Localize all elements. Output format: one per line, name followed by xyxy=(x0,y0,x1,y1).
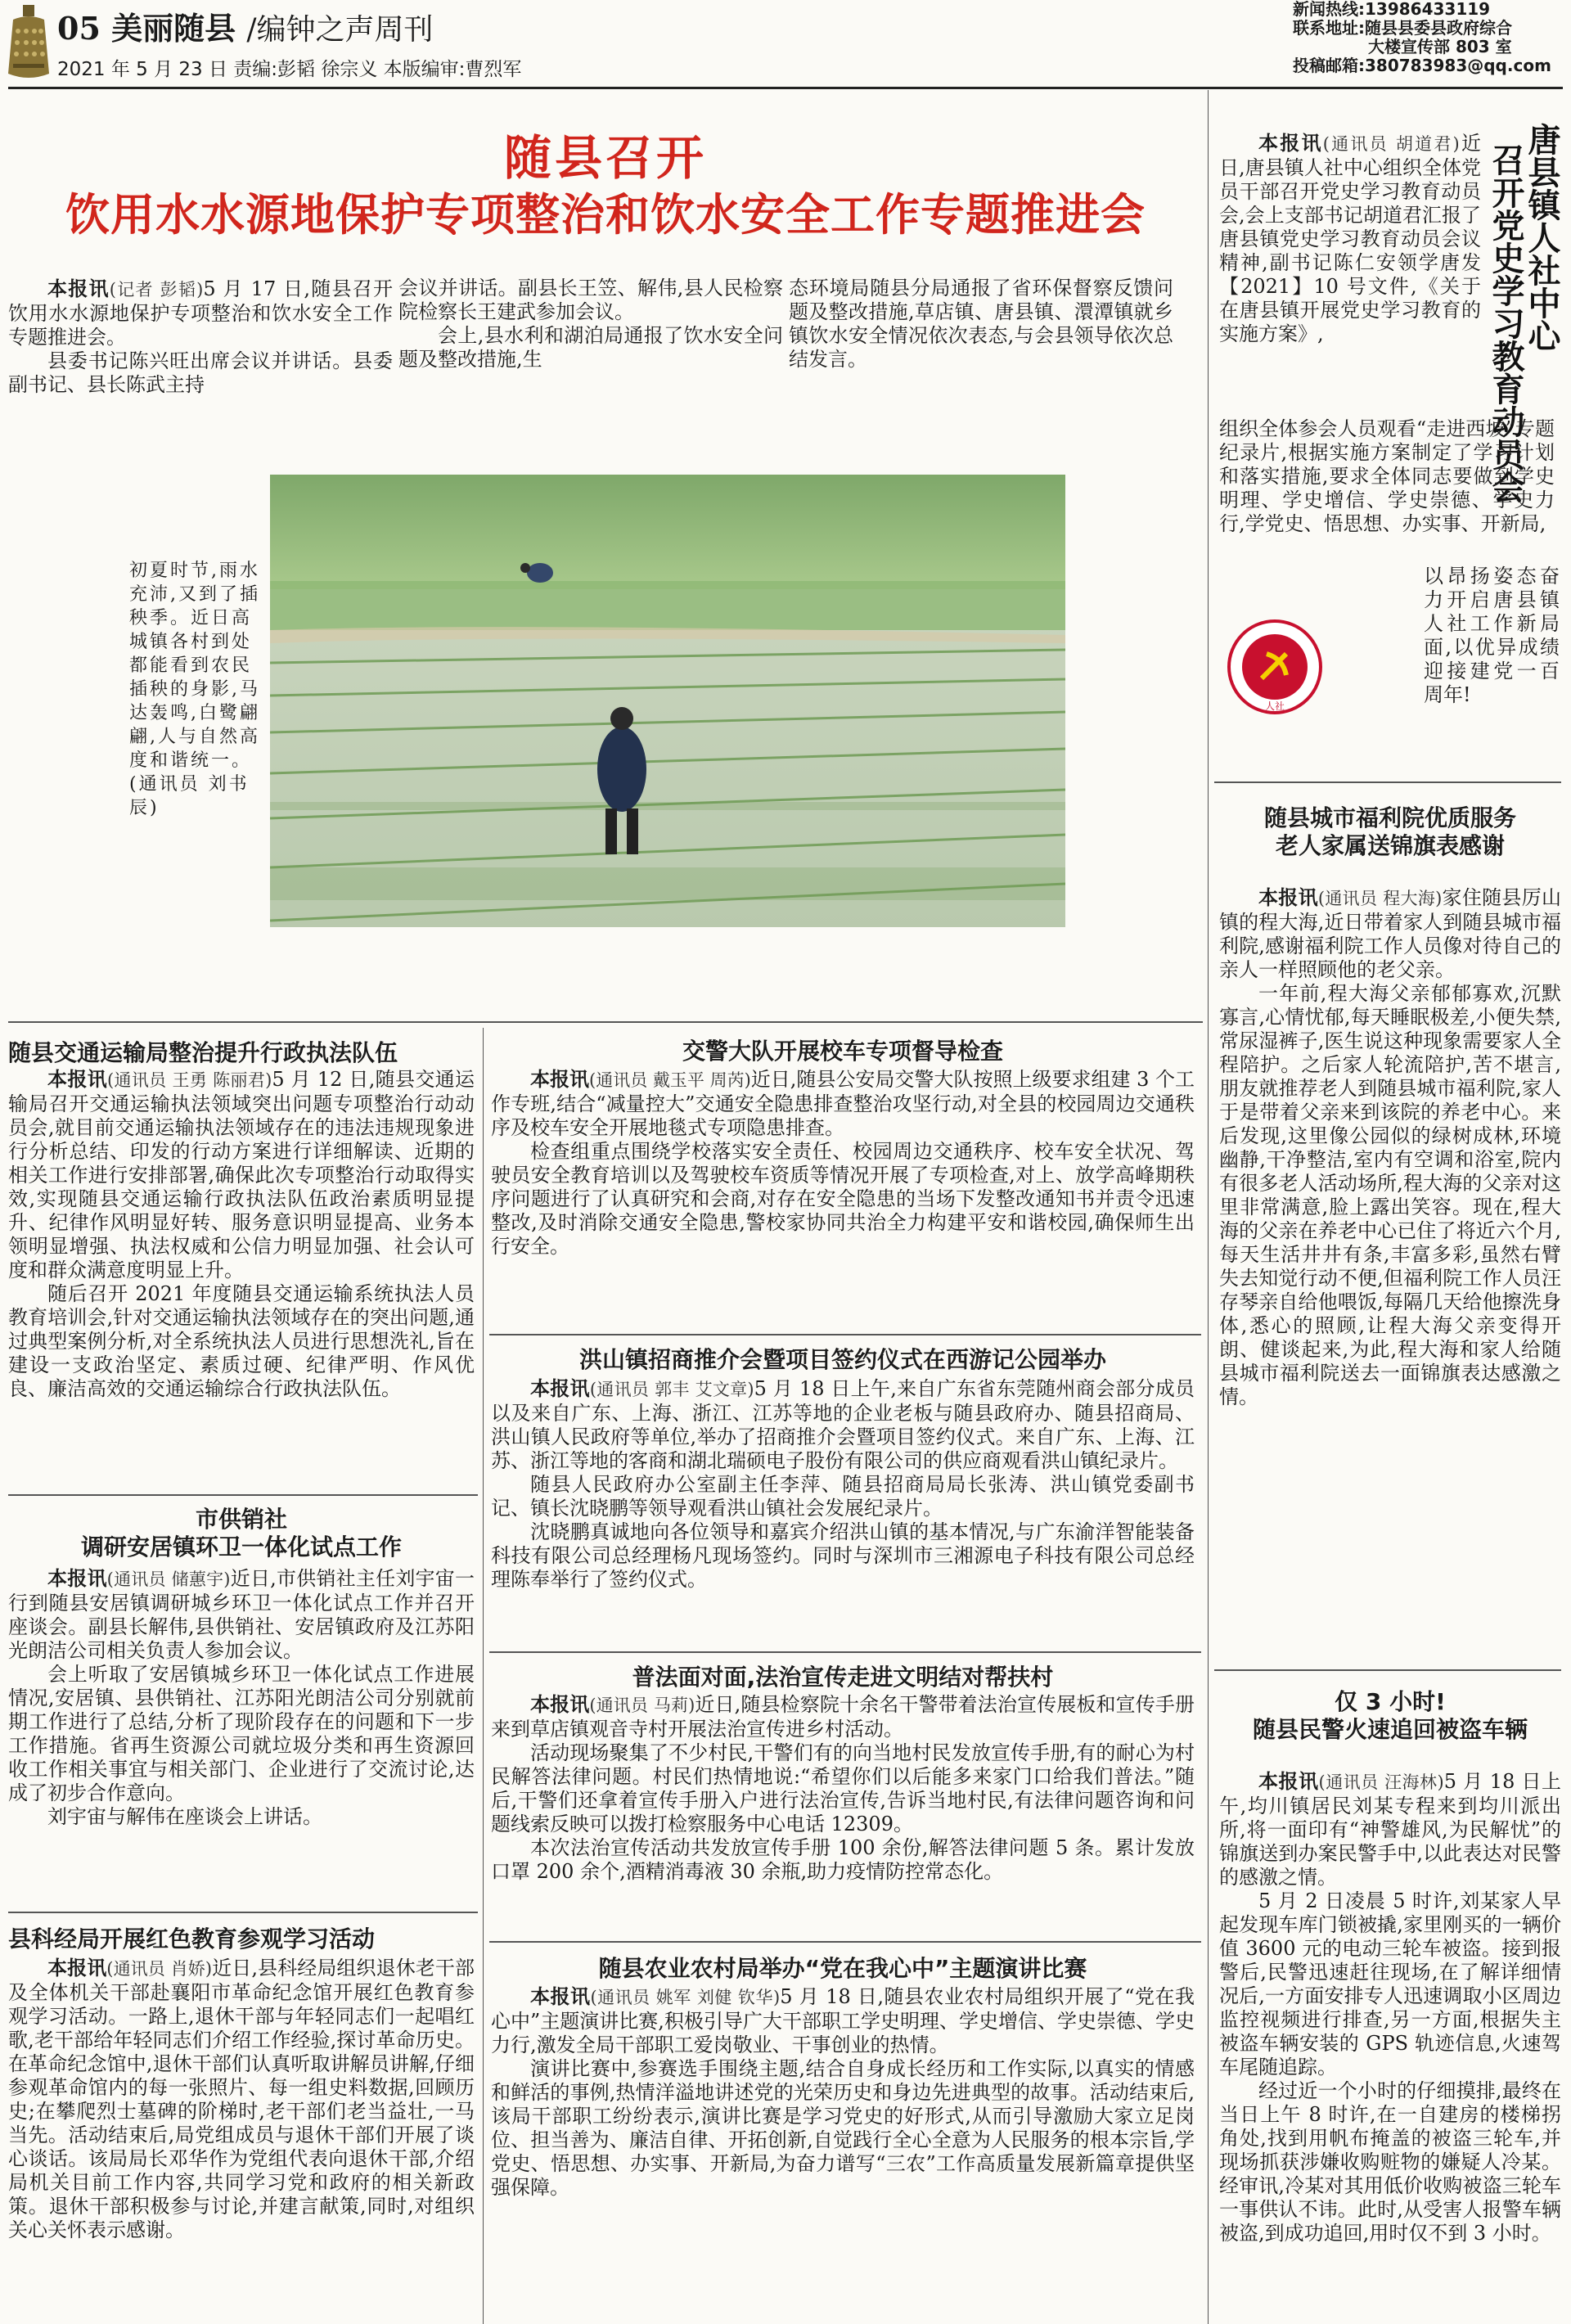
story-headline: 洪山镇招商推介会暨项目签约仪式在西游记公园举办 xyxy=(578,1346,1106,1373)
story-text xyxy=(491,1067,1195,1259)
section-rule xyxy=(8,1494,478,1496)
vertical-headline-line-1: 唐县镇人社中心 xyxy=(1523,123,1560,352)
headline-line-1: 仅 3 小时! xyxy=(1335,1688,1446,1715)
paragraph: 态环境局随县分局通报了省环保督察反馈问题及整改措施,草店镇、唐县镇、澴潭镇就乡镇饮水安全情况依次表态,与会县领导依次总结发言。 xyxy=(789,277,1173,371)
lead-marker: 本报讯 xyxy=(530,1067,590,1091)
paragraph: 5 月 12 日,随县交通运输局召开交通运输执法领域突出问题专项整治行动动员会,就目前交通运输执法领域存在的违法违规现象进行分析总结、印发的行动方案进行详细解读、近期的相关工作进行安排部署,确保此次专项整治行动取得实效,实现随县交通运输行政执法队伍政治素质明显提升、纪律作风明显好转、服务意识明显提高、业务本领明显增强、执法权威和公信力明显加强、社会认可度和群众满意度明显上升。 xyxy=(8,1068,475,1281)
byline: (通讯员 汪海林) xyxy=(1318,1772,1444,1792)
story-headline: 随县交通运输局整治提升行政执法队伍 xyxy=(8,1039,398,1066)
lead-story-column-2 xyxy=(398,277,783,372)
paragraph: 经过近一个小时的仔细摸排,最终在当日上午 8 时许,在一自建房的楼梯拐角处,找到用帆布掩盖的被盗三轮车,并现场抓获涉嫌收购赃物的嫌疑人冷某。经审讯,冷某对其用低价收购被盗三轮车一事供认不讳。此时,从受害人报警车辆被盗,到成功追回,用时仅不到 3 小时。 xyxy=(1219,2079,1561,2245)
lead-headline xyxy=(8,129,1203,244)
paragraph: 随县人民政府办公室副主任李萍、随县招商局局长张涛、洪山镇党委副书记、镇长沈晓鹏等领导观看洪山镇社会发展纪录片。 xyxy=(491,1473,1195,1520)
section-rule xyxy=(489,1941,1201,1943)
headline-line-2: 老人家属送锦旗表感谢 xyxy=(1275,832,1505,859)
lead-marker: 本报讯 xyxy=(47,1956,107,1979)
byline: (通讯员 储蕙宇) xyxy=(106,1570,231,1589)
paragraph: 近日,县科经局组织退休老干部及全体机关干部赴襄阳市革命纪念馆开展红色教育参观学习活动。一路上,退休干部与年轻同志们一起唱红歌,老干部给年轻同志们介绍工作经验,探讨革命历史。在革命纪念馆中,退休干部们认真听取讲解员讲解,仔细参观革命馆内的每一张照片、每一组史料数据,回顾历史;在攀爬烈士墓碑的阶梯时,老干部们老当益壮,一马当先。活动结束后,局党组成员与退休干部们开展了谈心谈话。该局局长邓华作为党组代表向退休干部,介绍局机关目前工作内容,共同学习党和政府的相关新政策。退休干部积极参与讨论,并建言献策,同时,对组织关心关怀表示感谢。 xyxy=(8,1957,475,2241)
paragraph: 随后召开 2021 年度随县交通运输系统执法人员教育培训会,针对交通运输执法领域存在的突出问题,通过典型案例分析,对全系统执法人员进行思想洗礼,旨在建设一支政治坚定、素质过硬、纪律严明、作风优良、廉洁高效的交通运输综合行政执法队伍。 xyxy=(8,1282,475,1400)
section-rule xyxy=(489,1651,1201,1653)
lead-marker: 本报讯 xyxy=(47,277,110,300)
story-text xyxy=(491,1984,1195,2200)
paragraph: 近日,随县检察院十余名干警带着法治宣传展板和宣传手册来到草店镇观音寺村开展法治宣传进乡村活动。 xyxy=(491,1693,1195,1741)
byline: (通讯员 肖娇) xyxy=(106,1959,213,1979)
section-rule xyxy=(489,1334,1201,1335)
lead-story-column-1 xyxy=(8,277,393,397)
lead-headline-line-2: 饮用水水源地保护专项整治和饮水安全工作专题推进会 xyxy=(65,189,1146,241)
contact-info xyxy=(1293,0,1568,75)
headline-line-1: 市供销社 xyxy=(195,1506,287,1533)
supplement-name: 编钟之声周刊 xyxy=(256,13,434,47)
paragraph: 会议并讲话。副县长王笠、解伟,县人民检察院检察长王建武参加会议。 xyxy=(398,277,783,323)
story-text xyxy=(8,1067,475,1401)
paragraph: 沈晓鹏真诚地向各位领导和嘉宾介绍洪山镇的基本情况,与广东渝洋智能装备科技有限公司总经理杨凡现场签约。同时与深圳市三湘源电子科技有限公司总经理陈奉举行了签约仪式。 xyxy=(491,1520,1195,1591)
story-text xyxy=(491,1692,1195,1884)
byline: (通讯员 姚军 刘健 钦华) xyxy=(590,1988,781,2007)
lead-marker: 本报讯 xyxy=(1258,1769,1319,1793)
story-text xyxy=(1219,885,1561,1409)
byline: (通讯员 胡道君) xyxy=(1322,134,1460,154)
paragraph: 5 月 18 日上午,来自广东省东莞随州商会部分成员以及来自广东、上海、浙江、江苏等地的企业老板与随县政府办、随县招商局、洪山镇人民政府等单位,举办了招商推介会暨项目签约仪式。来自广东、上海、江苏、浙江等地的客商和湖北瑞硕电子股份有限公司的供应商观看洪山镇纪录片。 xyxy=(491,1377,1195,1472)
byline: (通讯员 郭丰 艾文章) xyxy=(589,1380,754,1399)
story-text xyxy=(1219,131,1481,346)
paddy-field-illustration xyxy=(270,475,1065,927)
paragraph: 5 月 18 日上午,均川镇居民刘某专程来到均川派出所,将一面印有“神警雄风,为民解忧”的锦旗送到办案民警手中,以此表达对民警的感激之情。 xyxy=(1219,1770,1562,1889)
story-text xyxy=(491,1376,1195,1592)
paragraph: 刘宇宙与解伟在座谈会上讲话。 xyxy=(47,1805,322,1828)
header-rule xyxy=(8,87,1563,89)
byline: (记者 彭韬) xyxy=(109,280,204,300)
paragraph: 活动现场聚集了不少村民,干警们有的向当地村民发放宣传手册,有的耐心为村民解答法律问题。村民们热情地说:“希望你们以后能多来家门口给我们普法。”随后,干警们还拿着宣传手册入户进行法治宣传,告诉当地村民,有法律问题咨询和问题线索反映可以拨打检察服务中心电话 12309。 xyxy=(491,1741,1195,1835)
story-headline xyxy=(8,1506,475,1561)
paragraph: 会上听取了安居镇城乡环卫一体化试点工作进展情况,安居镇、县供销社、江苏阳光朗洁公司分别就前期工作进行了总结,分析了现阶段存在的问题和下一步工作措施。省再生资源公司就垃圾分类和再生资源回收工作相关事宜与相关部门、企业进行了交流讨论,达成了初步合作意向。 xyxy=(8,1663,475,1804)
paragraph: 近日,市供销社主任刘宇宙一行到随县安居镇调研城乡环卫一体化试点工作并召开座谈会。副县长解伟,县供销社、安居镇政府及江苏阳光朗洁公司相关负责人参加会议。 xyxy=(8,1567,475,1662)
story-text xyxy=(1219,1769,1561,2245)
section-name: 美丽随县 xyxy=(111,10,236,47)
badge-text: 人社 xyxy=(1264,700,1285,712)
lead-marker: 本报讯 xyxy=(530,1376,590,1400)
story-headline: 随县农业农村局举办“党在我心中”主题演讲比赛 xyxy=(598,1955,1087,1982)
lead-marker: 本报讯 xyxy=(530,1692,590,1716)
lead-headline-line-1: 随县召开 xyxy=(503,130,707,186)
paragraph: 演讲比赛中,参赛选手围绕主题,结合自身成长经历和工作实际,以真实的情感和鲜活的事例,热情洋溢地讲述党的光荣历史和身边先进典型的故事。活动结束后,该局干部职工纷纷表示,演讲比赛是学习党史的好形式,从而引导激励大家立足岗位、担当善为、廉洁自律、开拓创新,自觉践行全心全意为人民服务的根本宗旨,学党史、悟思想、办实事、开新局,为奋力谱写“三农”工作高质量发展新篇章提供坚强保障。 xyxy=(491,2057,1195,2199)
story-text xyxy=(8,1566,475,1829)
paragraph: 会上,县水利和湖泊局通报了饮水安全问题及整改措施,生 xyxy=(398,324,783,371)
submission-email: 投稿邮箱:380783983@qq.com xyxy=(1293,56,1551,75)
story-headline xyxy=(1219,804,1561,860)
paragraph: 近日,唐县镇人社中心组织全体党员干部召开党史学习教育动员会,会上支部书记胡道君汇报了唐县镇党史学习教育动员会议精神,副书记陈仁安领学唐发【2021】10 号文件,《关于在唐县镇开展党史学习教育的实施方案》, xyxy=(1219,132,1482,345)
lead-story-column-3 xyxy=(789,277,1173,372)
story-text xyxy=(8,1956,475,2242)
lead-marker: 本报讯 xyxy=(47,1067,107,1091)
section-rule xyxy=(8,1021,1203,1023)
paragraph: 本次法治宣传活动共发放宣传手册 100 余份,解答法律问题 5 条。累计发放口罩 200 余个,酒精消毒液 30 余瓶,助力疫情防控常态化。 xyxy=(491,1836,1195,1883)
contact-address: 联系地址:随县县委县政府综合 xyxy=(1293,18,1512,38)
paragraph: 一年前,程大海父亲郁郁寡欢,沉默寡言,心情忧郁,每天睡眠极差,小便失禁,常尿湿裤子,医生说这种现象需要家人全程陪护。之后家人轮流陪护,苦不堪言,朋友就推荐老人到随县城市福利院,家人于是带着父亲来到该院的养老中心。来后发现,这里像公园似的绿树成林,环境幽静,干净整洁,室内有空调和浴室,院内有很多老人活动场所,程大海的父亲对这里非常满意,脸上露出笑容。现在,程大海的父亲在养老中心已住了将近六个月,每天生活井井有条,丰富多彩,虽然右臂失去知觉行动不便,但福利院工作人员汪存琴亲自给他喂饭,每隔几天给他擦洗身体,悉心的照顾,让程大海父亲变得开朗、健谈起来,为此,程大海和家人给随县城市福利院送去一面锦旗表达感激之情。 xyxy=(1219,982,1561,1408)
headline-line-2: 调研安居镇环卫一体化试点工作 xyxy=(80,1534,402,1561)
vertical-headline-line-2: 召开党史学习教育动员会 xyxy=(1487,143,1524,503)
byline: (通讯员 程大海) xyxy=(1317,889,1443,908)
story-headline: 普法面对面,法治宣传走进文明结对帮扶村 xyxy=(632,1664,1054,1691)
photo-caption: 初夏时节,雨水充沛,又到了插秧季。近日高城镇各村到处都能看到农民插秧的身影,马达轰鸣,白鹭翩翩,人与自然高度和谐统一。(通讯员 刘书辰) xyxy=(129,561,260,818)
paragraph: 检查组重点围绕学校落实安全责任、校园周边交通秩序、校车安全状况、驾驶员安全教育培训以及驾驶校车资质等情况开展了专项检查,对上、放学高峰期秩序问题进行了认真研究和会商,对存在安全隐患的当场下发整改通知书并责令迅速整改,及时消除交通安全隐患,警校家协同共治全力构建平安和谐校园,确保师生出行安全。 xyxy=(491,1140,1195,1258)
byline: (通讯员 戴玉平 周芮) xyxy=(589,1070,751,1090)
paragraph: 近日,随县公安局交警大队按照上级要求组建 3 个工作专班,结合“减量控大”交通安全隐患排查整治攻坚行动,对全县的校园周边交通秩序及校车安全开展地毯式专项隐患排查。 xyxy=(491,1068,1195,1139)
lead-marker: 本报讯 xyxy=(1258,131,1323,155)
story-headline: 县科经局开展红色教育参观学习活动 xyxy=(8,1925,376,1952)
byline: (通讯员 马莉) xyxy=(589,1696,695,1715)
news-hotline: 新闻热线:13986433119 xyxy=(1293,0,1491,19)
story-text: 以昂扬姿态奋力开启唐县镇人社工作新局面,以优异成绩迎接建党一百周年! xyxy=(1424,565,1560,706)
contact-address-line-2: 大楼宣传部 803 室 xyxy=(1368,37,1512,56)
headline-line-1: 随县城市福利院优质服务 xyxy=(1263,804,1516,831)
paragraph: 县委书记陈兴旺出席会议并讲话。县委副书记、县长陈武主持 xyxy=(8,349,393,396)
paragraph: 5 月 2 日凌晨 5 时许,刘某家人早起发现车库门锁被撬,家里刚买的一辆价值 3600 元的电动三轮车被盗。接到报警后,民警迅速赶往现场,在了解详细情况后,一方面安排专人迅速调取小区周边监控视频进行排查,另一方面,根据失主被盗车辆安装的 GPS 轨迹信息,火速驾车尾随追踪。 xyxy=(1219,1889,1561,2079)
bianzhong-bell-icon xyxy=(5,3,52,82)
column-rule xyxy=(1208,90,1209,2324)
paragraph: 5 月 17 日,随县召开饮用水水源地保护专项整治和饮水安全工作专题推进会。 xyxy=(8,277,394,349)
title-separator: / xyxy=(246,13,257,47)
paragraph: 家住随县厉山镇的程大海,近日带着家人到随县城市福利院,感谢福利院工作人员像对待自己的亲人一样照顾他的老父亲。 xyxy=(1219,886,1562,981)
headline-line-2: 随县民警火速追回被盗车辆 xyxy=(1252,1716,1528,1743)
page-title xyxy=(57,3,434,48)
lead-marker: 本报讯 xyxy=(47,1566,107,1590)
rice-planting-photo xyxy=(270,475,1065,927)
story-headline: 交警大队开展校车专项督导检查 xyxy=(682,1038,1003,1065)
story-text: 组织全体参会人员观看“走进西坡”专题纪录片,根据实施方案制定了学习计划和落实措施,要求全体同志要做到学史明理、学史增信、学史崇德、学史力行,学党史、悟思想、办实事、开新局, xyxy=(1219,417,1555,535)
paragraph: 5 月 18 日,随县农业农村局组织开展了“党在我心中”主题演讲比赛,积极引导广大干部职工学史明理、学史增信、学史崇德、学史力行,激发全局干部职工爱岗敬业、干事创业的热情。 xyxy=(491,1985,1195,2056)
issue-line: 2021 年 5 月 23 日 责编:彭韬 徐宗义 本版编审:曹烈军 xyxy=(57,59,522,80)
lead-marker: 本报讯 xyxy=(1258,885,1318,909)
section-rule xyxy=(1214,1669,1561,1671)
column-rule xyxy=(483,1028,484,2324)
lead-marker: 本报讯 xyxy=(530,1984,591,2008)
byline: (通讯员 王勇 陈丽君) xyxy=(107,1070,272,1090)
story-headline xyxy=(1219,1688,1561,1744)
section-rule xyxy=(1214,781,1561,783)
page-number: 05 xyxy=(57,10,101,47)
party-badge-icon xyxy=(1226,618,1324,716)
section-rule xyxy=(8,1912,478,1913)
masthead xyxy=(0,0,1571,88)
